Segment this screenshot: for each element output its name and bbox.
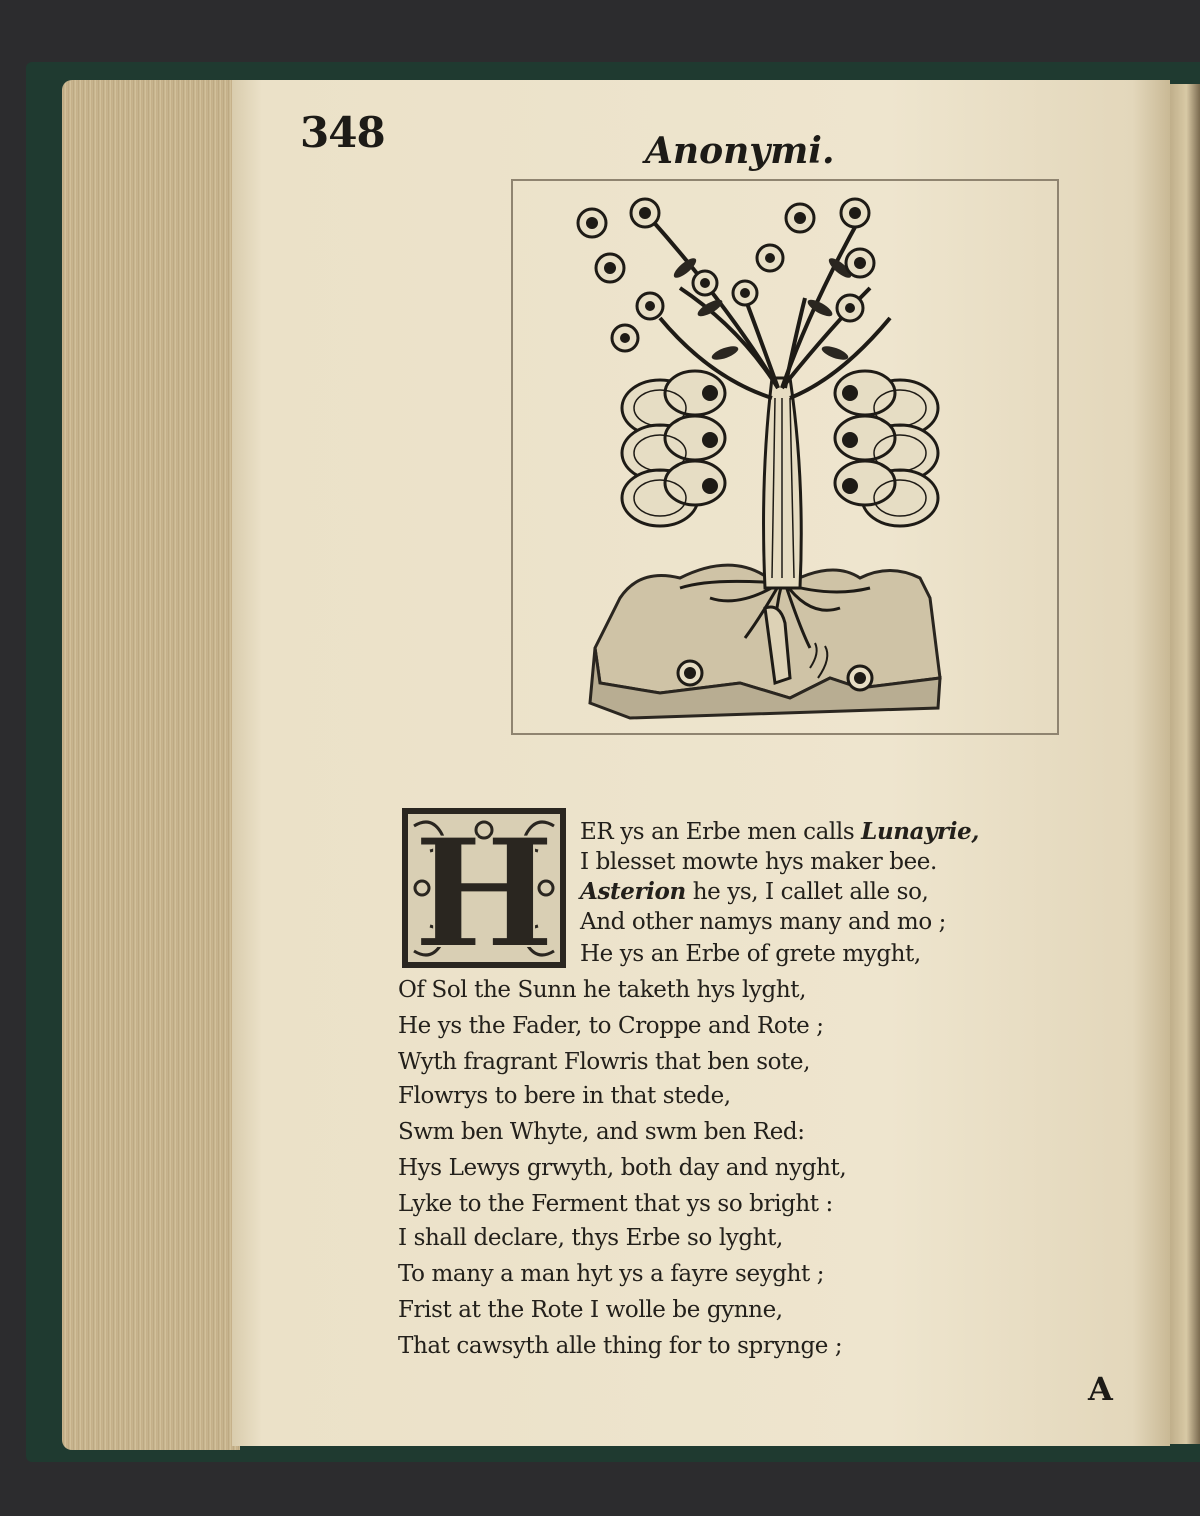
poem-line-text: Flowrys to bere in that stede, — [398, 1083, 731, 1109]
poem-line — [580, 848, 937, 875]
poem-line-text: Lyke to the Ferment that ys so bright : — [398, 1191, 833, 1217]
poem-line-text: That cawsyth alle thing for to sprynge ; — [398, 1333, 843, 1359]
poem-line — [580, 878, 928, 905]
initial-letter: H — [413, 806, 555, 970]
poem-line — [398, 1260, 824, 1287]
poem-line — [398, 1082, 731, 1109]
poem-line-emphasis: Asterion — [580, 878, 686, 905]
poem-line — [580, 818, 979, 845]
poem-line-text: Of Sol the Sunn he taketh hys lyght, — [398, 977, 807, 1003]
poem-line — [580, 940, 921, 967]
poem-line-text: To many a man hyt ys a fayre seyght ; — [398, 1261, 825, 1287]
page-number: 348 — [300, 108, 385, 157]
poem-line-emphasis: Lunayrie, — [861, 818, 979, 845]
poem-line — [398, 1224, 783, 1251]
poem-line-text: Hys Lewys grwyth, both day and nyght, — [398, 1155, 847, 1181]
page-edges — [62, 80, 240, 1450]
lunaria-plant-woodcut-icon — [510, 178, 1060, 736]
ornamental-initial-h-icon — [400, 806, 568, 970]
poem-line — [398, 1118, 805, 1145]
poem-line — [398, 1048, 810, 1075]
poem-line — [398, 976, 806, 1003]
poem-line-text: Swm ben Whyte, and swm ben Red: — [398, 1119, 805, 1145]
poem-line-text: he ys, I callet alle so, — [685, 879, 929, 905]
poem-line — [398, 1154, 846, 1181]
poem-line — [398, 1332, 842, 1359]
poem-line-text: He ys an Erbe of grete myght, — [580, 941, 921, 967]
signature-mark: A — [1088, 1370, 1113, 1408]
poem-line-text: Frist at the Rote I wolle be gynne, — [398, 1297, 783, 1323]
poem-line-text: I blesset mowte hys maker bee. — [580, 849, 937, 875]
poem-line-text: And other namys many and mo ; — [580, 909, 947, 935]
poem-line — [398, 1190, 833, 1217]
poem-line — [398, 1012, 824, 1039]
poem-line-text: He ys the Fader, to Croppe and Rote ; — [398, 1013, 824, 1039]
poem-line-text: ER ys an Erbe men calls — [580, 819, 862, 845]
poem-line — [398, 1296, 783, 1323]
facing-page-edge — [1166, 84, 1200, 1444]
running-head: Anonymi. — [645, 130, 835, 172]
poem-line-text: I shall declare, thys Erbe so lyght, — [398, 1225, 783, 1251]
poem-line — [580, 908, 946, 935]
poem-line-text: Wyth fragrant Flowris that ben sote, — [398, 1049, 811, 1075]
